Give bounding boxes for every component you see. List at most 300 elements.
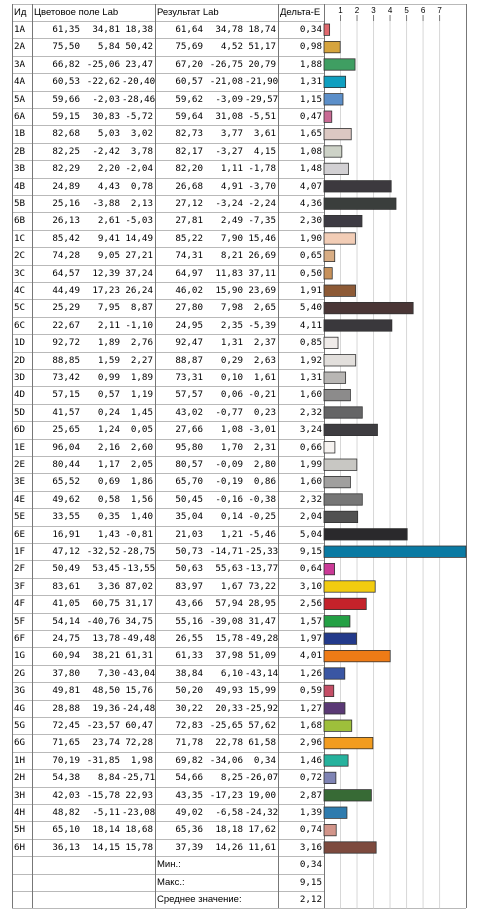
target-lab-value: 14,15 <box>92 841 120 853</box>
row-id: 3H <box>14 789 26 801</box>
row-id: 2D <box>14 354 26 366</box>
result-lab-value: 75,69 <box>175 41 203 53</box>
delta-e-value: 4,36 <box>299 198 322 209</box>
result-lab-value: 3,61 <box>253 128 276 140</box>
delta-e-value: 0,72 <box>299 772 322 784</box>
delta-e-value: 1,08 <box>299 145 322 157</box>
row-id: 6E <box>14 528 26 540</box>
delta-e-value: 0,50 <box>299 267 322 279</box>
delta-e-bar <box>324 407 362 418</box>
result-lab-value: 2,49 <box>220 215 243 227</box>
delta-e-bar <box>324 772 336 783</box>
result-lab-value: 55,16 <box>175 615 203 627</box>
row-id: 6B <box>14 215 26 227</box>
target-lab-value: 26,13 <box>52 215 80 227</box>
target-lab-value: -25,71 <box>122 772 156 784</box>
result-lab-value: 43,35 <box>175 789 203 801</box>
result-lab-value: 38,84 <box>175 667 203 679</box>
target-lab-value: 48,50 <box>92 685 120 697</box>
result-lab-value: 49,02 <box>175 807 203 818</box>
target-lab-value: -20,40 <box>122 76 156 88</box>
target-lab-value: 19,36 <box>92 702 120 714</box>
target-lab-value: 61,31 <box>125 650 153 662</box>
result-lab-value: 0,34 <box>253 754 276 766</box>
target-lab-value: 75,50 <box>52 41 80 53</box>
target-lab-value: 2,60 <box>130 441 153 453</box>
delta-e-value: 2,56 <box>299 598 322 610</box>
delta-e-value: 1,57 <box>299 615 322 627</box>
row-id: 1A <box>14 24 26 35</box>
target-lab-value: -28,75 <box>122 546 156 557</box>
row-id: 5E <box>14 511 26 523</box>
row-id: 3C <box>14 267 26 279</box>
delta-e-value: 2,04 <box>299 511 322 523</box>
delta-e-bar <box>324 215 362 226</box>
target-lab-value: 73,42 <box>52 372 80 383</box>
delta-e-value: 2,96 <box>299 737 322 749</box>
target-lab-value: 71,65 <box>52 737 80 749</box>
target-lab-value: 0,24 <box>97 406 120 418</box>
delta-e-value: 0,74 <box>299 824 322 836</box>
target-lab-value: 9,41 <box>97 232 120 244</box>
target-lab-value: 72,45 <box>52 720 80 731</box>
target-lab-value: 31,17 <box>125 598 153 610</box>
delta-e-bar <box>324 668 345 679</box>
delta-e-bar <box>324 720 352 731</box>
row-id: 4F <box>14 598 26 610</box>
delta-e-bar <box>324 790 371 801</box>
result-lab-value: 46,02 <box>175 285 203 296</box>
row-id: 3F <box>14 580 26 592</box>
result-lab-value: 57,62 <box>248 720 276 731</box>
target-lab-value: 59,66 <box>52 93 80 105</box>
result-lab-value: 67,20 <box>175 58 203 70</box>
row-id: 2G <box>14 667 26 679</box>
target-lab-value: 1,19 <box>130 389 153 401</box>
result-lab-value: 4,52 <box>220 41 243 53</box>
target-lab-value: 2,27 <box>130 354 153 366</box>
delta-e-value: 1,97 <box>299 633 322 644</box>
delta-e-value: 0,98 <box>299 41 322 53</box>
result-lab-value: -13,77 <box>245 563 279 575</box>
result-lab-value: -0,16 <box>215 493 243 505</box>
result-lab-value: 60,57 <box>175 76 203 88</box>
delta-e-value: 0,47 <box>299 111 322 122</box>
target-lab-value: 30,83 <box>92 111 120 122</box>
target-lab-value: 25,16 <box>52 198 80 209</box>
row-id: 1D <box>14 337 26 349</box>
target-lab-value: 33,55 <box>52 511 80 523</box>
column-divider <box>155 4 156 908</box>
delta-e-bar <box>324 285 356 296</box>
row-id: 5D <box>14 406 26 418</box>
target-lab-value: 3,78 <box>130 145 153 157</box>
result-lab-value: -3,01 <box>248 424 276 436</box>
result-lab-value: 72,83 <box>175 720 203 731</box>
delta-e-bar <box>324 842 376 853</box>
result-lab-value: 50,45 <box>175 493 203 505</box>
target-lab-value: 70,19 <box>52 754 80 766</box>
target-lab-value: 8,84 <box>97 772 120 784</box>
summary-label: Среднее значение: <box>157 894 242 905</box>
row-id: 2H <box>14 772 26 784</box>
result-lab-value: -5,39 <box>248 319 276 331</box>
target-lab-value: 0,99 <box>97 372 120 383</box>
summary-value: 9,15 <box>299 876 322 888</box>
target-lab-value: -2,42 <box>92 145 120 157</box>
target-lab-value: 15,76 <box>125 685 153 697</box>
result-lab-value: 82,73 <box>175 128 203 140</box>
result-lab-value: -7,35 <box>248 215 276 227</box>
delta-e-value: 3,24 <box>299 424 322 436</box>
delta-e-value: 1,31 <box>299 372 322 383</box>
target-lab-value: 7,30 <box>97 667 120 679</box>
row-id: 3B <box>14 163 26 175</box>
result-lab-value: -25,92 <box>245 702 279 714</box>
delta-e-bar <box>324 128 351 139</box>
delta-e-value: 1,91 <box>299 285 322 296</box>
result-lab-value: -5,51 <box>248 111 276 122</box>
result-lab-value: 43,02 <box>175 406 203 418</box>
delta-e-value: 1,31 <box>299 76 322 88</box>
delta-e-value: 1,26 <box>299 667 322 679</box>
target-lab-value: 44,49 <box>52 285 80 296</box>
row-id: 5B <box>14 198 26 209</box>
row-id: 5C <box>14 302 26 314</box>
result-lab-value: -0,77 <box>215 406 243 418</box>
delta-e-bar <box>324 233 355 244</box>
row-id: 3G <box>14 685 26 697</box>
target-lab-value: 47,12 <box>52 546 80 557</box>
target-lab-value: -1,10 <box>125 319 153 331</box>
delta-e-bar <box>324 737 373 748</box>
result-lab-value: 65,36 <box>175 824 203 836</box>
target-lab-value: 9,05 <box>97 250 120 262</box>
delta-e-bar <box>324 824 336 835</box>
target-lab-value: 0,35 <box>97 511 120 523</box>
target-lab-value: -43,04 <box>122 667 156 679</box>
result-lab-value: -0,09 <box>215 459 243 470</box>
result-lab-value: 17,62 <box>248 824 276 836</box>
target-lab-value: -3,88 <box>92 198 120 209</box>
delta-e-bar <box>324 94 343 105</box>
target-lab-value: 2,61 <box>97 215 120 227</box>
result-lab-value: 1,08 <box>220 424 243 436</box>
result-lab-value: 7,90 <box>220 232 243 244</box>
target-lab-value: 54,38 <box>52 772 80 784</box>
result-lab-value: -26,07 <box>245 772 279 784</box>
delta-e-value: 3,10 <box>299 580 322 592</box>
result-lab-value: 26,55 <box>175 633 203 644</box>
target-lab-value: 5,03 <box>97 128 120 140</box>
target-lab-value: 60,75 <box>92 598 120 610</box>
result-lab-value: 15,90 <box>215 285 243 296</box>
axis-tick-label: 3 <box>371 6 376 15</box>
target-lab-value: 3,36 <box>97 580 120 592</box>
delta-e-value: 2,87 <box>299 789 322 801</box>
target-lab-value: 14,49 <box>125 232 153 244</box>
result-lab-value: 31,08 <box>215 111 243 122</box>
target-lab-value: 1,89 <box>97 337 120 349</box>
target-lab-value: 2,20 <box>97 163 120 175</box>
row-id: 5G <box>14 720 26 731</box>
result-lab-value: 59,62 <box>175 93 203 105</box>
target-lab-value: 87,02 <box>125 580 153 592</box>
target-lab-value: 16,91 <box>52 528 80 540</box>
delta-e-value: 0,85 <box>299 337 322 349</box>
target-lab-value: 88,85 <box>52 354 80 366</box>
header-delta-e: Дельта-E <box>280 7 321 18</box>
result-lab-value: 85,22 <box>175 232 203 244</box>
target-lab-value: 50,42 <box>125 41 153 53</box>
delta-e-value: 1,99 <box>299 459 322 470</box>
result-lab-value: -1,78 <box>248 163 276 175</box>
result-lab-value: 34,78 <box>215 24 243 35</box>
result-lab-value: 24,95 <box>175 319 203 331</box>
row-id: 2F <box>14 563 26 575</box>
target-lab-value: 27,21 <box>125 250 153 262</box>
delta-e-value: 0,59 <box>299 685 322 697</box>
result-lab-value: 83,97 <box>175 580 203 592</box>
target-lab-value: 96,04 <box>52 441 80 453</box>
target-lab-value: 59,15 <box>52 111 80 122</box>
axis-tick-label: 7 <box>437 6 442 15</box>
result-lab-value: -6,58 <box>215 807 243 818</box>
target-lab-value: 49,81 <box>52 685 80 697</box>
target-lab-value: 66,82 <box>52 58 80 70</box>
target-lab-value: -5,11 <box>92 807 120 818</box>
target-lab-value: -5,72 <box>125 111 153 122</box>
delta-e-value: 5,40 <box>299 302 322 314</box>
row-id: 1B <box>14 128 26 140</box>
target-lab-value: -40,76 <box>86 615 120 627</box>
result-lab-value: 6,10 <box>220 667 243 679</box>
result-lab-value: 92,47 <box>175 337 203 349</box>
result-lab-value: -25,65 <box>209 720 243 731</box>
result-lab-value: 61,58 <box>248 737 276 749</box>
row-id: 6C <box>14 319 26 331</box>
result-lab-value: 27,81 <box>175 215 203 227</box>
result-lab-value: 11,61 <box>248 841 276 853</box>
target-lab-value: -28,46 <box>122 93 156 105</box>
target-lab-value: 92,72 <box>52 337 80 349</box>
result-lab-value: 2,65 <box>253 302 276 314</box>
target-lab-value: 24,89 <box>52 180 80 192</box>
result-lab-value: 49,93 <box>215 685 243 697</box>
delta-e-report <box>12 4 466 905</box>
delta-e-bar <box>324 76 346 87</box>
result-lab-value: -3,27 <box>215 145 243 157</box>
target-lab-value: 1,40 <box>130 511 153 523</box>
axis-tick-label: 2 <box>354 6 360 15</box>
target-lab-value: 48,82 <box>52 807 80 818</box>
result-lab-value: 14,26 <box>215 841 243 853</box>
result-lab-value: -17,23 <box>209 789 243 801</box>
row-id: 1H <box>14 754 26 766</box>
result-lab-value: 73,22 <box>248 580 276 592</box>
result-lab-value: 18,74 <box>248 24 276 35</box>
target-lab-value: 57,15 <box>52 389 80 401</box>
result-lab-value: 8,25 <box>220 772 243 784</box>
target-lab-value: 41,57 <box>52 406 80 418</box>
result-lab-value: 27,12 <box>175 198 203 209</box>
target-lab-value: 0,78 <box>130 180 153 192</box>
axis-tick-label: 6 <box>420 6 426 15</box>
row-id: 4G <box>14 702 26 714</box>
row-id: 2B <box>14 145 26 157</box>
delta-e-bar <box>324 320 392 331</box>
result-lab-value: -26,75 <box>209 58 243 70</box>
target-lab-value: -49,48 <box>122 633 156 644</box>
summary-value: 2,12 <box>299 894 322 905</box>
target-lab-value: 53,45 <box>92 563 120 575</box>
target-lab-value: 61,35 <box>52 24 80 35</box>
target-lab-value: 2,11 <box>97 319 120 331</box>
result-lab-value: 1,70 <box>220 441 243 453</box>
delta-e-bar <box>324 337 338 348</box>
result-lab-value: 54,66 <box>175 772 203 784</box>
result-lab-value: 22,78 <box>215 737 243 749</box>
target-lab-value: 74,28 <box>52 250 80 262</box>
result-lab-value: 2,35 <box>220 319 243 331</box>
delta-e-bar <box>324 59 355 70</box>
result-lab-value: 61,64 <box>175 24 203 35</box>
result-lab-value: 69,82 <box>175 754 203 766</box>
header-result-lab: Результат Lab <box>157 7 219 18</box>
target-lab-value: 34,75 <box>125 615 153 627</box>
target-lab-value: 15,78 <box>125 841 153 853</box>
row-id: 4B <box>14 180 26 192</box>
result-lab-value: 23,69 <box>248 285 276 296</box>
result-lab-value: 2,37 <box>253 337 276 349</box>
target-lab-value: 18,68 <box>125 824 153 836</box>
row-id: 4C <box>14 285 26 296</box>
delta-e-value: 1,48 <box>299 163 322 175</box>
header-id: Ид <box>14 7 27 18</box>
result-lab-value: 15,99 <box>248 685 276 697</box>
result-lab-value: 30,22 <box>175 702 203 714</box>
target-lab-value: -23,57 <box>86 720 120 731</box>
result-lab-value: 28,95 <box>248 598 276 610</box>
delta-e-value: 1,15 <box>299 93 322 105</box>
result-lab-value: 82,17 <box>175 145 203 157</box>
result-lab-value: 43,66 <box>175 598 203 610</box>
target-lab-value: 1,59 <box>97 354 120 366</box>
result-lab-value: 51,17 <box>248 41 276 53</box>
target-lab-value: 22,93 <box>125 789 153 801</box>
delta-e-bar <box>324 250 335 261</box>
target-lab-value: 1,89 <box>130 372 153 383</box>
axis-tick-label: 4 <box>387 6 393 15</box>
column-divider <box>278 4 279 908</box>
result-lab-value: 0,29 <box>220 354 243 366</box>
result-lab-value: 1,31 <box>220 337 243 349</box>
row-id: 3A <box>14 58 26 70</box>
target-lab-value: 7,95 <box>97 302 120 314</box>
result-lab-value: 2,63 <box>253 354 276 366</box>
summary-value: 0,34 <box>299 859 322 871</box>
result-lab-value: 20,33 <box>215 702 243 714</box>
delta-e-value: 1,60 <box>299 389 322 401</box>
summary-label: Мин.: <box>157 859 181 871</box>
target-lab-value: 41,05 <box>52 598 80 610</box>
target-lab-value: 1,17 <box>97 459 120 470</box>
target-lab-value: 64,57 <box>52 267 80 279</box>
target-lab-value: 17,23 <box>92 285 120 296</box>
delta-e-value: 4,11 <box>299 319 322 331</box>
delta-e-bar <box>324 181 391 192</box>
delta-e-value: 1,27 <box>299 702 322 714</box>
row-id: 3D <box>14 372 26 383</box>
result-lab-value: 73,31 <box>175 372 203 383</box>
result-lab-value: 15,78 <box>215 633 243 644</box>
axis-tick-label: 5 <box>404 6 409 15</box>
target-lab-value: 25,29 <box>52 302 80 314</box>
target-lab-value: 0,69 <box>97 476 120 488</box>
target-lab-value: 8,87 <box>130 302 153 314</box>
result-lab-value: 21,03 <box>175 528 203 540</box>
target-lab-value: 82,29 <box>52 163 80 175</box>
result-lab-value: -3,70 <box>248 180 276 192</box>
target-lab-value: -0,81 <box>125 528 153 540</box>
delta-e-bar <box>324 111 332 122</box>
target-lab-value: 80,44 <box>52 459 80 470</box>
delta-e-value: 1,39 <box>299 807 322 818</box>
target-lab-value: 4,43 <box>97 180 120 192</box>
delta-e-bar <box>324 598 366 609</box>
delta-e-bar <box>324 685 334 696</box>
row-id: 4A <box>14 76 26 88</box>
delta-e-bar <box>324 563 335 574</box>
result-lab-value: 1,61 <box>253 372 276 383</box>
delta-e-value: 0,34 <box>299 24 322 35</box>
delta-e-value: 9,15 <box>299 546 322 557</box>
result-lab-value: 1,67 <box>220 580 243 592</box>
result-lab-value: -24,32 <box>245 807 279 818</box>
delta-e-bar <box>324 807 347 818</box>
result-lab-value: 15,46 <box>248 232 276 244</box>
row-id: 2E <box>14 459 26 470</box>
result-lab-value: 1,11 <box>220 163 243 175</box>
result-lab-value: -3,24 <box>215 198 243 209</box>
result-lab-value: 3,77 <box>220 128 243 140</box>
target-lab-value: 49,62 <box>52 493 80 505</box>
result-lab-value: 57,94 <box>215 598 243 610</box>
target-lab-value: 1,43 <box>97 528 120 540</box>
target-lab-value: 37,80 <box>52 667 80 679</box>
delta-e-bar <box>324 163 348 174</box>
result-lab-value: 35,04 <box>175 511 203 523</box>
delta-e-value: 2,30 <box>299 215 322 227</box>
delta-e-bar <box>324 529 407 540</box>
target-lab-value: 65,10 <box>52 824 80 836</box>
delta-e-bar <box>324 146 342 157</box>
target-lab-value: -31,85 <box>86 754 120 766</box>
delta-e-value: 3,16 <box>299 841 322 853</box>
result-lab-value: 11,83 <box>215 267 243 279</box>
target-lab-value: -22,62 <box>86 76 120 88</box>
result-lab-value: 0,86 <box>253 476 276 488</box>
row-id: 1E <box>14 441 26 453</box>
result-lab-value: 74,31 <box>175 250 203 262</box>
row-id: 5H <box>14 824 26 836</box>
delta-e-bar <box>324 424 377 435</box>
result-lab-value: 2,80 <box>253 459 276 470</box>
result-lab-value: 7,98 <box>220 302 243 314</box>
result-lab-value: 50,73 <box>175 546 203 557</box>
target-lab-value: 37,24 <box>125 267 153 279</box>
row-id: 5A <box>14 93 26 105</box>
